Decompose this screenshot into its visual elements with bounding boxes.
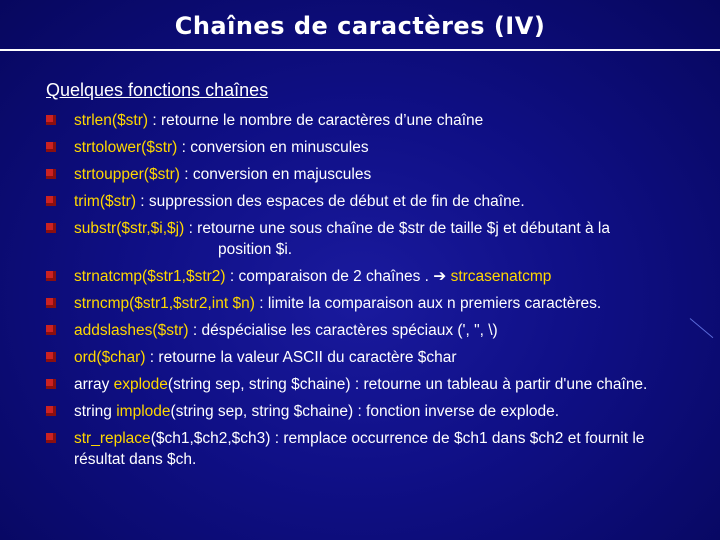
bullet-icon: [46, 169, 56, 179]
function-list: [46, 110, 666, 476]
function-description: : retourne le nombre de caractères d’une chaîne: [148, 112, 484, 129]
bullet-icon: [46, 406, 56, 416]
list-item-trim: [46, 191, 666, 212]
bullet-icon: [46, 142, 56, 152]
list-item-substr: [46, 218, 666, 260]
list-item-addslashes: [46, 320, 666, 341]
function-name: explode: [113, 376, 168, 393]
function-description: : conversion en minuscules: [177, 139, 369, 156]
related-function: strcasenatcmp: [446, 268, 552, 285]
function-description: : retourne la valeur ASCII du caractère $char: [145, 349, 457, 366]
function-description: : comparaison de 2 chaînes .: [225, 268, 434, 285]
function-name: strnatcmp($str1,$str2): [74, 268, 226, 285]
list-item-ord: [46, 347, 666, 368]
bullet-icon: [46, 352, 56, 362]
function-description: ($ch1,$ch2,$ch3) : remplace occurrence de $ch1 dans $ch2 et fournit le résultat dans $ch.: [74, 430, 645, 468]
function-description: : conversion en majuscules: [179, 166, 372, 183]
function-name: substr($str,$i,$j): [74, 220, 185, 237]
bullet-icon: [46, 271, 56, 281]
section-subtitle: Quelques fonctions chaînes: [46, 80, 269, 100]
list-item-strtolower: [46, 137, 666, 158]
list-item-strnatcmp: [46, 266, 666, 287]
function-description: : suppression des espaces de début et de fin de chaîne.: [136, 193, 525, 210]
function-name: trim($str): [74, 193, 136, 210]
function-name: str_replace: [74, 430, 151, 447]
list-item-str-replace: [46, 428, 666, 470]
list-item-strlen: [46, 110, 666, 131]
return-type: string: [74, 403, 117, 420]
title-divider: [0, 49, 720, 51]
list-item-explode: [46, 374, 666, 395]
function-description-continuation: position $i.: [218, 241, 293, 258]
function-name: implode: [116, 403, 171, 420]
function-description: : retourne une sous chaîne de $str de taille $j et débutant à la: [184, 220, 610, 237]
function-description: : déspécialise les caractères spéciaux (', ", \): [188, 322, 498, 339]
return-type: array: [74, 376, 114, 393]
list-item-strtoupper: [46, 164, 666, 185]
bullet-icon: [46, 298, 56, 308]
bullet-icon: [46, 223, 56, 233]
function-description: (string sep, string $chaine) : retourne un tableau à partir d'une chaîne.: [167, 376, 648, 393]
function-name: strtolower($str): [74, 139, 178, 156]
function-name: strtoupper($str): [74, 166, 180, 183]
function-name: strlen($str): [74, 112, 149, 129]
list-item-strncmp: [46, 293, 666, 314]
function-name: addslashes($str): [74, 322, 189, 339]
bullet-icon: [46, 196, 56, 206]
function-name: ord($char): [74, 349, 146, 366]
bullet-icon: [46, 115, 56, 125]
function-description: (string sep, string $chaine) : fonction inverse de explode.: [170, 403, 560, 420]
function-name: strncmp($str1,$str2,int $n): [74, 295, 255, 312]
decorative-line: [690, 318, 714, 338]
list-item-implode: [46, 401, 666, 422]
bullet-icon: [46, 325, 56, 335]
bullet-icon: [46, 433, 56, 443]
slide-title: Chaînes de caractères (IV): [174, 12, 546, 40]
arrow-icon: ➔: [433, 268, 447, 285]
function-description: : limite la comparaison aux n premiers caractères.: [254, 295, 602, 312]
bullet-icon: [46, 379, 56, 389]
